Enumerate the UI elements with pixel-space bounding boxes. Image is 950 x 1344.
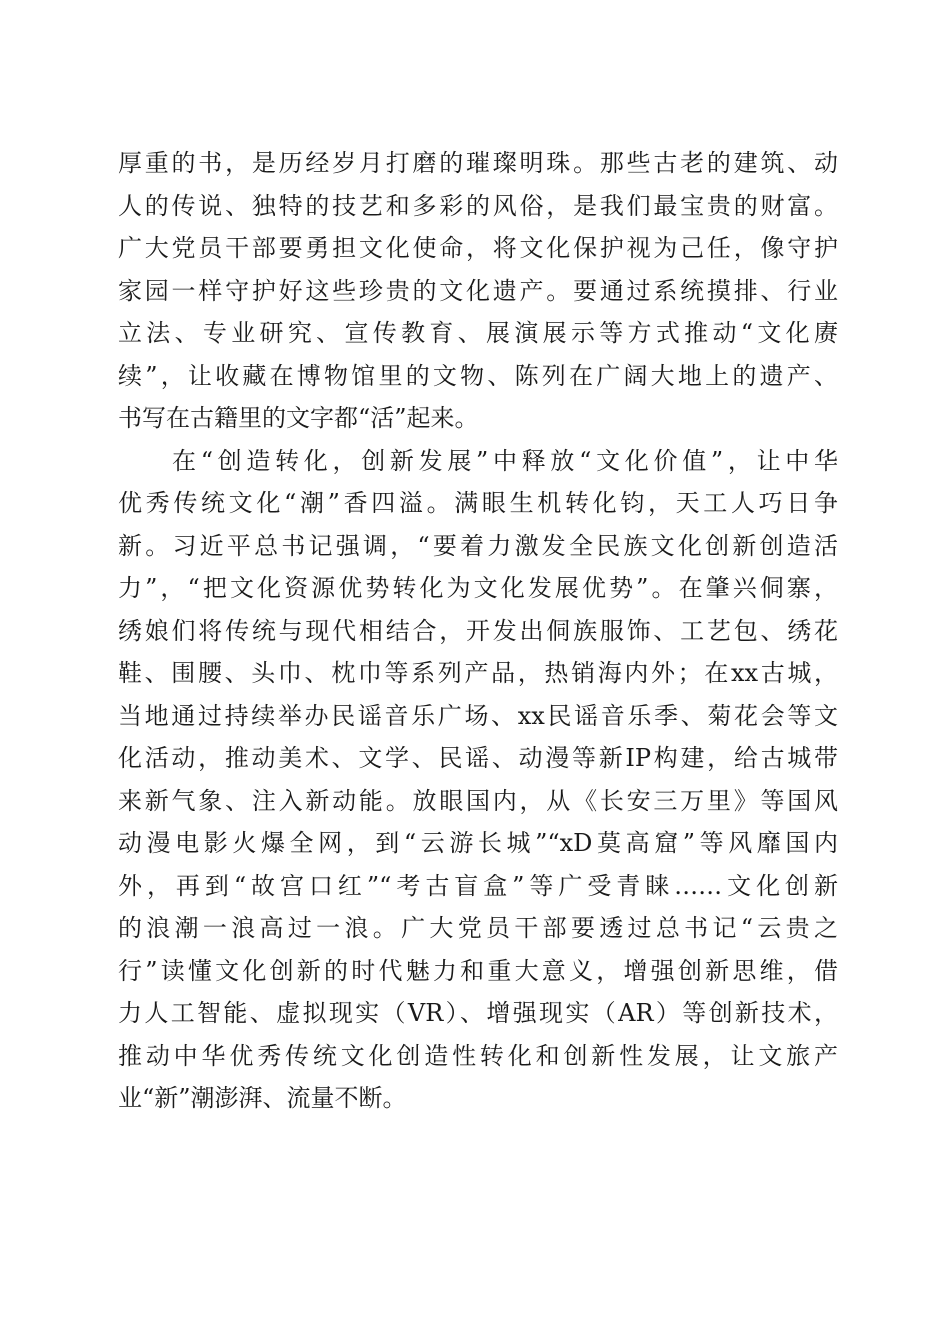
text-line: 的浪潮一浪高过一浪。广大党员干部要透过总书记“云贵之 [118, 914, 838, 942]
text-line: 化活动，推动美术、文学、民谣、动漫等新IP构建，给古城带 [118, 744, 838, 772]
text-line: 动漫电影火爆全网，到“云游长城”“xD莫高窟”等风靡国内 [118, 829, 838, 857]
text-line: 新。习近平总书记强调，“要着力激发全民族文化创新创造活 [118, 531, 838, 560]
text-line: 在“创造转化，创新发展”中释放“文化价值”，让中华 [172, 446, 838, 475]
text-line: 立法、专业研究、宣传教育、展演展示等方式推动“文化赓 [118, 319, 838, 347]
text-line: 书写在古籍里的文字都“活”起来。 [118, 404, 479, 432]
text-line: 家园一样守护好这些珍贵的文化遗产。要通过系统摸排、行业 [118, 276, 838, 305]
text-line: 力人工智能、虚拟现实（VR）、增强现实（AR）等创新技术， [118, 999, 838, 1027]
text-line: 鞋、围腰、头巾、枕巾等系列产品，热销海内外；在xx古城， [118, 659, 838, 687]
text-line: 续”，让收藏在博物馆里的文物、陈列在广阔大地上的遗产、 [118, 361, 838, 390]
text-line: 厚重的书，是历经岁月打磨的璀璨明珠。那些古老的建筑、动 [118, 149, 838, 177]
text-line: 来新气象、注入新动能。放眼国内，从《长安三万里》等国风 [118, 786, 838, 815]
text-line: 力”，“把文化资源优势转化为文化发展优势”。在肇兴侗寨， [118, 574, 838, 602]
body-text [118, 142, 838, 1120]
text-line: 人的传说、独特的技艺和多彩的风俗，是我们最宝贵的财富。 [118, 191, 838, 220]
paragraph-cultural-protection [118, 142, 838, 440]
text-line: 业“新”潮澎湃、流量不断。 [118, 1084, 407, 1112]
text-line: 行”读懂文化创新的时代魅力和重大意义，增强创新思维，借 [118, 956, 838, 985]
text-line: 外，再到“故宫口红”“考古盲盒”等广受青睐……文化创新 [118, 871, 838, 900]
text-line: 优秀传统文化“潮”香四溢。满眼生机转化钧，天工人巧日争 [118, 489, 838, 517]
text-line: 推动中华优秀传统文化创造性转化和创新性发展，让文旅产 [118, 1041, 838, 1070]
text-line: 当地通过持续举办民谣音乐广场、xx民谣音乐季、菊花会等文 [118, 701, 838, 730]
paragraph-cultural-innovation [118, 440, 838, 1120]
text-line: 绣娘们将传统与现代相结合，开发出侗族服饰、工艺包、绣花 [118, 616, 838, 645]
text-line: 广大党员干部要勇担文化使命，将文化保护视为己任，像守护 [118, 234, 838, 262]
